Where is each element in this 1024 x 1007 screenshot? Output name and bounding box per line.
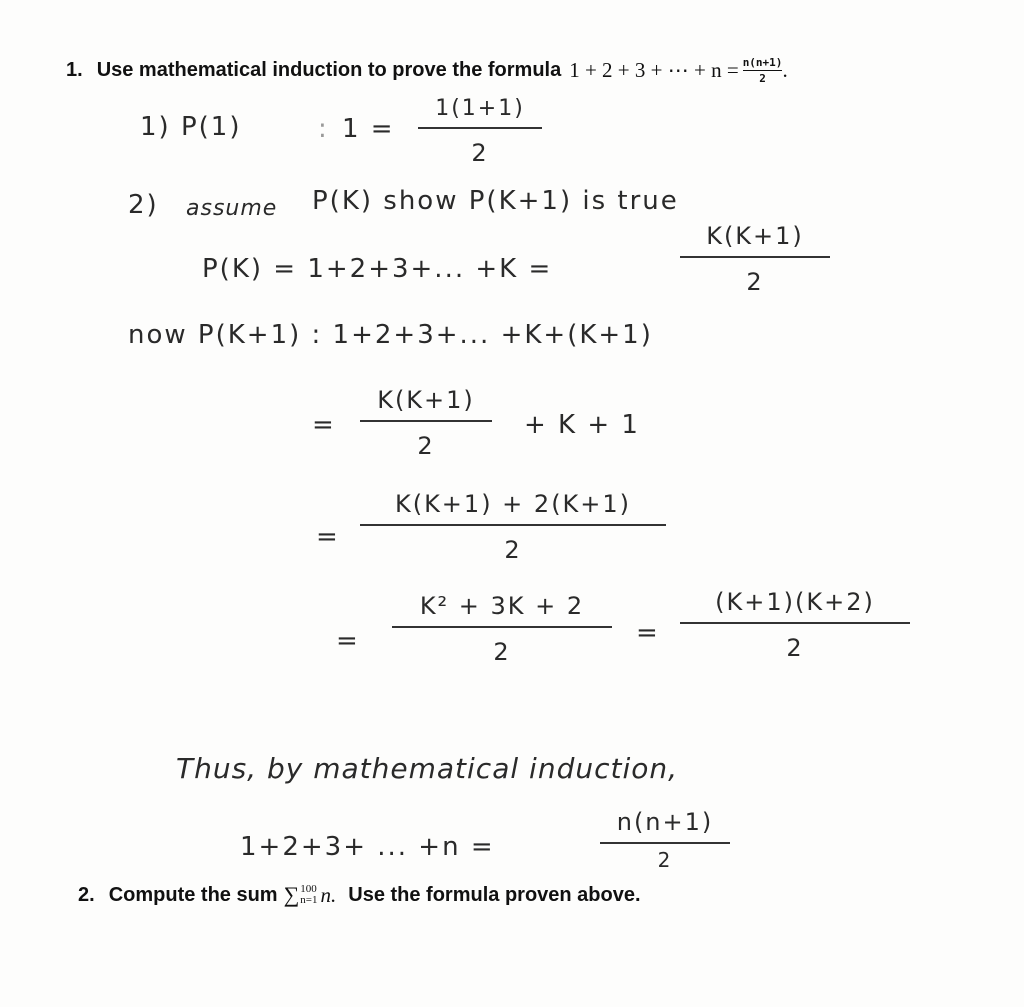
problem-2-text-before: Compute the sum [108,883,278,906]
problem-2-text-after: Use the formula proven above. [348,883,641,906]
eq3-den: 2 [493,638,511,666]
problem-1-frac-den: 2 [759,72,766,85]
eq2-sign: = [316,522,340,552]
fraction-bar [360,524,666,526]
pk-num: K(K+1) [706,222,804,250]
base-case-num: 1(1+1) [435,96,525,121]
base-case-lhs: 1 = [342,114,395,144]
problem-1-statement [66,56,788,85]
eq1-sign: = [312,410,336,440]
pk-den: 2 [746,268,764,296]
step2-assume: assume [186,196,278,221]
problem-1-formula-lhs: 1 + 2 + 3 + ⋯ + n = [569,58,739,82]
final-formula-fraction [600,808,730,872]
eq3-den-2: 2 [786,634,804,662]
fraction-bar [360,420,492,422]
sum-upper: 100 [300,883,317,895]
step2-label: 2) [128,190,159,220]
eq3-fraction [392,592,612,666]
base-case-fraction [418,96,542,167]
pk-fraction [680,222,830,296]
sum-limits [300,884,317,906]
base-case-label: 1) P(1) [140,112,242,142]
eq3-num-2: (K+1)(K+2) [715,588,875,616]
base-case-den: 2 [471,139,489,167]
sum-variable: n. [320,882,337,907]
eq3-fraction-2 [680,588,910,662]
eq2-fraction [360,490,666,564]
base-case-colon: : [318,114,329,144]
eq3-num: K² + 3K + 2 [419,592,585,620]
fraction-bar [392,626,612,628]
pk-equation-lhs: P(K) = 1+2+3+... +K = [202,254,553,284]
problem-1-number: 1. [66,59,83,81]
problem-1-frac-num: n(n+1) [742,56,783,69]
fraction-bar [680,622,910,624]
fraction-bar [418,127,542,129]
step2-text: P(K) show P(K+1) is true [312,186,679,216]
summation [284,882,337,908]
problem-1-text: Use mathematical induction to prove the formula [96,59,562,81]
eq1-tail: + K + 1 [524,410,640,440]
final-formula-lhs: 1+2+3+ ... +n = [240,832,495,862]
problem-2-number: 2. [78,883,95,906]
final-den: 2 [657,848,673,872]
fraction-bar [743,70,783,71]
fraction-bar [600,842,730,844]
eq1-den: 2 [417,432,435,460]
problem-1-formula-fraction [743,56,783,85]
problem-2-statement [78,882,641,908]
sigma-symbol: ∑ [283,882,300,907]
sum-lower: n=1 [300,894,318,906]
conclusion-line: Thus, by mathematical induction, [176,752,679,785]
fraction-bar [680,256,830,258]
eq2-den: 2 [504,536,522,564]
problem-1-period: . [782,58,788,82]
eq1-num: K(K+1) [377,386,475,414]
now-line: now P(K+1) : 1+2+3+... +K+(K+1) [128,320,653,350]
eq3-sign: = [336,626,360,656]
eq1-fraction [360,386,492,460]
eq3-sign-2: = [636,618,660,648]
eq2-num: K(K+1) + 2(K+1) [394,490,632,518]
final-num: n(n+1) [616,808,714,836]
